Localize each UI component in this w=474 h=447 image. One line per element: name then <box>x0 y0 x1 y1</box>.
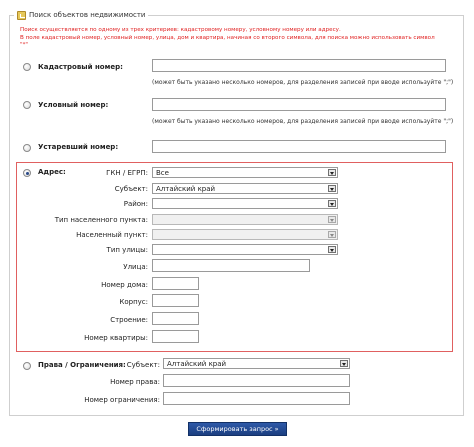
chevron-down-icon <box>328 185 336 192</box>
address-label: Адрес: <box>38 168 66 176</box>
chevron-down-icon <box>328 169 336 176</box>
rights-subject-select[interactable] <box>163 358 350 369</box>
subject-select[interactable] <box>152 183 338 194</box>
cadastral-hint: (может быть указано несколько номеров, для разделения записей при вводе используйте ";") <box>152 79 454 86</box>
chevron-down-icon <box>328 216 336 223</box>
settlement-label: Населенный пункт: <box>76 231 148 239</box>
street-type-label: Тип улицы: <box>106 246 148 254</box>
chevron-down-icon <box>340 360 348 367</box>
search-notice <box>20 27 440 50</box>
subject-label: Субъект: <box>114 185 148 193</box>
search-form-icon <box>17 11 26 20</box>
restriction-number-input[interactable] <box>163 392 350 405</box>
submit-button[interactable]: Сформировать запрос » <box>188 422 287 436</box>
cadastral-label: Кадастровый номер: <box>38 63 123 71</box>
building-input[interactable] <box>152 294 199 307</box>
obsolete-label: Устаревший номер: <box>38 143 119 151</box>
conditional-hint: (может быть указано несколько номеров, для разделения записей при вводе используйте ";") <box>152 118 454 125</box>
district-label: Район: <box>123 200 148 208</box>
street-label: Улица: <box>123 263 148 271</box>
street-type-select[interactable] <box>152 244 338 255</box>
building-label: Корпус: <box>119 298 148 306</box>
house-label: Номер дома: <box>101 281 148 289</box>
gkn-select[interactable] <box>152 167 338 178</box>
notice-line-2: В поле кадастровый номер, условный номер, улица, дом и квартира, начиная со второго символа, для поиска можно использовать символ "*" <box>20 34 435 48</box>
apartment-input[interactable] <box>152 330 199 343</box>
settlement-select[interactable] <box>152 229 338 240</box>
obsolete-radio[interactable] <box>23 144 31 152</box>
conditional-radio[interactable] <box>23 101 31 109</box>
gkn-select-value: Все <box>156 169 169 177</box>
apartment-label: Номер квартиры: <box>84 334 148 342</box>
gkn-label: ГКН / ЕГРП: <box>106 169 148 177</box>
restriction-number-label: Номер ограничения: <box>84 396 160 404</box>
form-legend <box>14 8 148 22</box>
conditional-input[interactable] <box>152 98 446 111</box>
settlement-type-label: Тип населенного пункта: <box>54 216 148 224</box>
notice-line-1: Поиск осуществляется по одному из трех критериев: кадастровому номеру, условному номеру или адресу. <box>20 27 341 33</box>
chevron-down-icon <box>328 200 336 207</box>
right-number-label: Номер права: <box>110 378 160 386</box>
district-select[interactable] <box>152 198 338 209</box>
chevron-down-icon <box>328 246 336 253</box>
obsolete-input[interactable] <box>152 140 446 153</box>
cadastral-radio[interactable] <box>23 63 31 71</box>
structure-label: Строение: <box>110 316 148 324</box>
form-title: Поиск объектов недвижимости <box>29 11 146 19</box>
street-input[interactable] <box>152 259 310 272</box>
cadastral-input[interactable] <box>152 59 446 72</box>
rights-radio[interactable] <box>23 362 31 370</box>
rights-label: Права / Ограничения: <box>38 361 126 369</box>
rights-subject-select-value: Алтайский край <box>167 360 227 368</box>
settlement-type-select[interactable] <box>152 214 338 225</box>
chevron-down-icon <box>328 231 336 238</box>
house-input[interactable] <box>152 277 199 290</box>
address-radio[interactable] <box>23 169 31 177</box>
subject-select-value: Алтайский край <box>156 185 216 193</box>
structure-input[interactable] <box>152 312 199 325</box>
right-number-input[interactable] <box>163 374 350 387</box>
conditional-label: Условный номер: <box>38 101 109 109</box>
rights-subject-label: Субъект: <box>126 361 160 369</box>
